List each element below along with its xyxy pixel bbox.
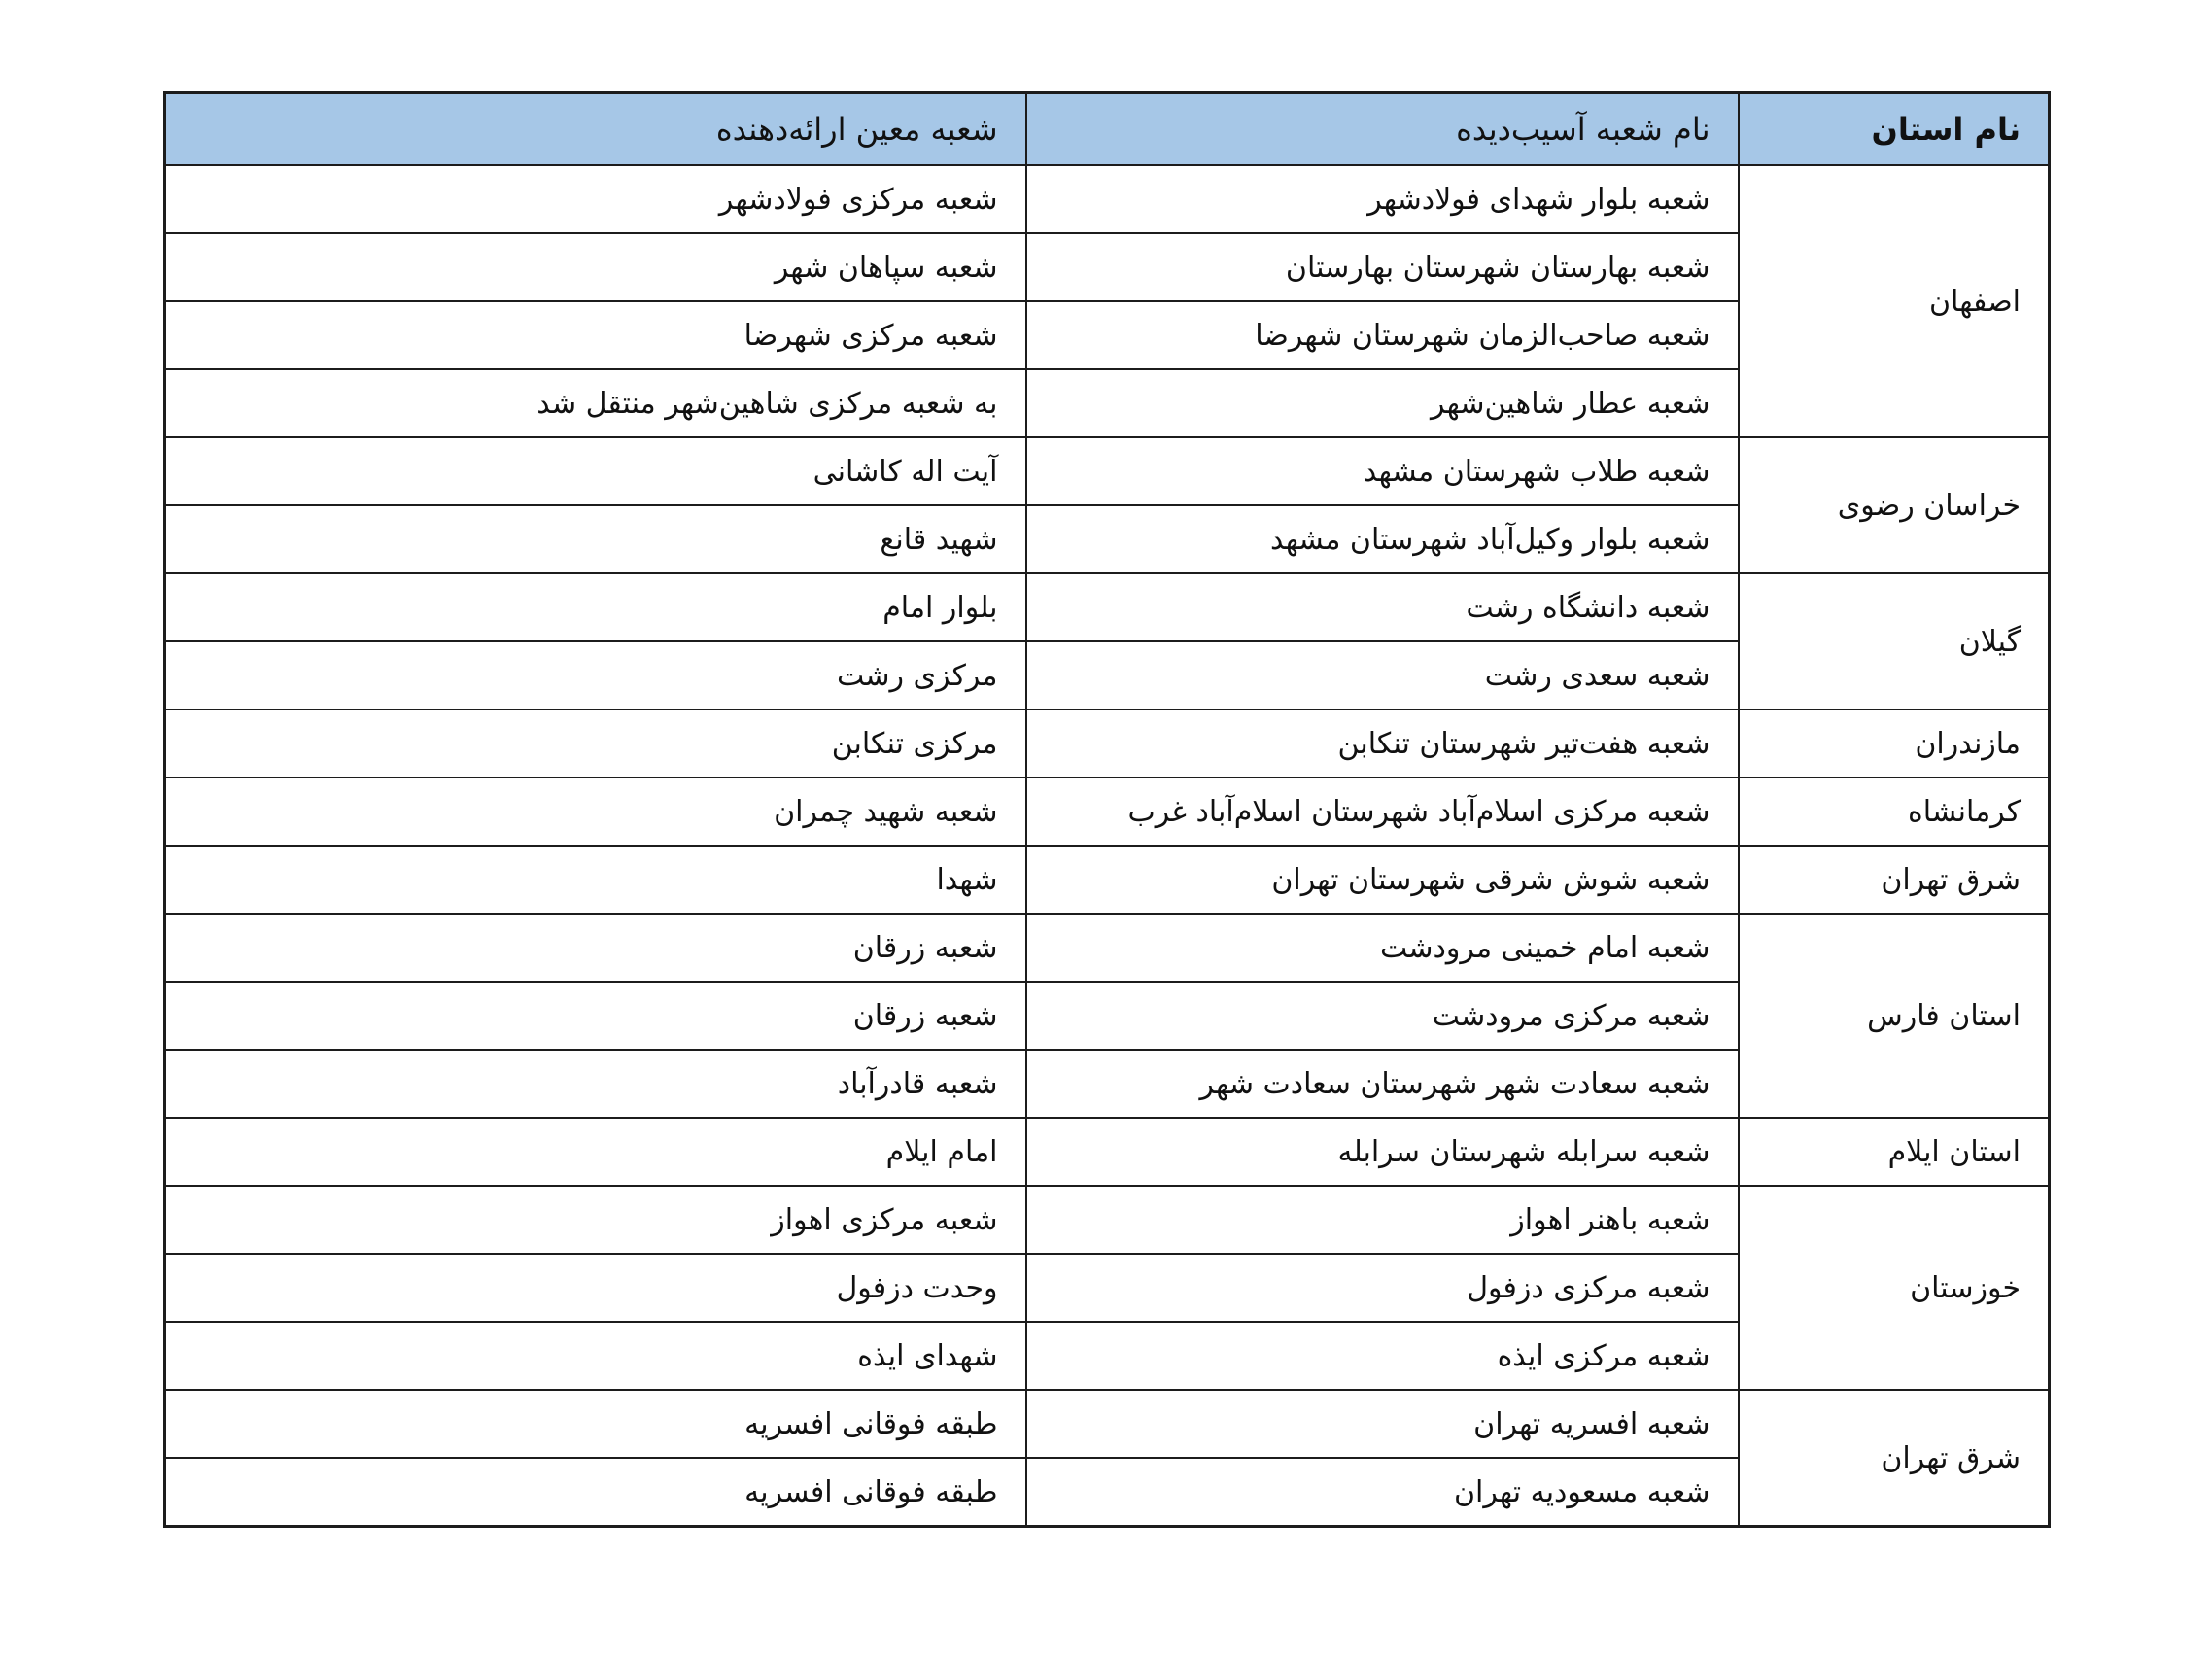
support-branch-cell: به شعبه مرکزی شاهین‌شهر منتقل شد — [165, 369, 1026, 437]
support-branch-cell: امام ایلام — [165, 1118, 1026, 1186]
table-row — [165, 914, 2050, 982]
table-row — [165, 1118, 2050, 1186]
damaged-branch-cell: شعبه طلاب شهرستان مشهد — [1026, 437, 1739, 505]
province-cell: اصفهان — [1739, 165, 2050, 437]
support-branch-cell: شهدا — [165, 846, 1026, 914]
damaged-branch-cell: شعبه صاحب‌الزمان شهرستان شهرضا — [1026, 301, 1739, 369]
province-cell: خوزستان — [1739, 1186, 2050, 1390]
support-branch-cell: شعبه شهید چمران — [165, 778, 1026, 846]
damaged-branch-cell: شعبه دانشگاه رشت — [1026, 573, 1739, 641]
support-branch-cell: طبقه فوقانی افسریه — [165, 1390, 1026, 1458]
damaged-branch-cell: شعبه سرابله شهرستان سرابله — [1026, 1118, 1739, 1186]
support-branch-cell: شهدای ایذه — [165, 1322, 1026, 1390]
damaged-branch-cell: شعبه مسعودیه تهران — [1026, 1458, 1739, 1527]
damaged-branch-cell: شعبه افسریه تهران — [1026, 1390, 1739, 1458]
table-row — [165, 1186, 2050, 1254]
province-cell: شرق تهران — [1739, 846, 2050, 914]
support-branch-cell: شعبه سپاهان شهر — [165, 233, 1026, 301]
province-header-cell: نام استان — [1739, 93, 2050, 166]
province-cell: خراسان رضوی — [1739, 437, 2050, 573]
damaged-branch-cell: شعبه هفت‌تیر شهرستان تنکابن — [1026, 709, 1739, 778]
damaged-branch-cell: شعبه بلوار شهدای فولادشهر — [1026, 165, 1739, 233]
table-row — [165, 709, 2050, 778]
damaged-branch-cell: شعبه بلوار وکیل‌آباد شهرستان مشهد — [1026, 505, 1739, 573]
table-row — [165, 165, 2050, 233]
branch-table — [163, 91, 2051, 1528]
branch-table-body — [165, 165, 2050, 1527]
province-cell: مازندران — [1739, 709, 2050, 778]
damaged-branch-cell: شعبه مرکزی دزفول — [1026, 1254, 1739, 1322]
damaged-branch-cell: شعبه شوش شرقی شهرستان تهران — [1026, 846, 1739, 914]
table-row — [165, 437, 2050, 505]
support-branch-cell: شعبه زرقان — [165, 914, 1026, 982]
support-branch-cell: شهید قانع — [165, 505, 1026, 573]
support-branch-cell: شعبه مرکزی اهواز — [165, 1186, 1026, 1254]
province-cell: استان ایلام — [1739, 1118, 2050, 1186]
damaged-branch-cell: شعبه سعدی رشت — [1026, 641, 1739, 709]
support-branch-cell: طبقه فوقانی افسریه — [165, 1458, 1026, 1527]
province-cell: استان فارس — [1739, 914, 2050, 1118]
support-branch-cell: شعبه قادرآباد — [165, 1050, 1026, 1118]
table-row — [165, 846, 2050, 914]
damaged-branch-header-cell: نام شعبه آسیب‌دیده — [1026, 93, 1739, 166]
support-branch-cell: بلوار امام — [165, 573, 1026, 641]
damaged-branch-cell: شعبه امام خمینی مرودشت — [1026, 914, 1739, 982]
support-branch-cell: مرکزی رشت — [165, 641, 1026, 709]
support-branch-cell: آیت اله کاشانی — [165, 437, 1026, 505]
branch-table-container — [163, 91, 2051, 1528]
province-cell: کرمانشاه — [1739, 778, 2050, 846]
header-row — [165, 93, 2050, 166]
province-cell: شرق تهران — [1739, 1390, 2050, 1527]
table-row — [165, 1390, 2050, 1458]
support-branch-cell: مرکزی تنکابن — [165, 709, 1026, 778]
support-branch-cell: شعبه زرقان — [165, 982, 1026, 1050]
damaged-branch-cell: شعبه باهنر اهواز — [1026, 1186, 1739, 1254]
damaged-branch-cell: شعبه عطار شاهین‌شهر — [1026, 369, 1739, 437]
table-row — [165, 778, 2050, 846]
province-cell: گیلان — [1739, 573, 2050, 709]
table-row — [165, 573, 2050, 641]
support-branch-cell: شعبه مرکزی شهرضا — [165, 301, 1026, 369]
damaged-branch-cell: شعبه بهارستان شهرستان بهارستان — [1026, 233, 1739, 301]
damaged-branch-cell: شعبه مرکزی اسلام‌آباد شهرستان اسلام‌آباد غرب — [1026, 778, 1739, 846]
support-branch-cell: شعبه مرکزی فولادشهر — [165, 165, 1026, 233]
support-branch-header-cell: شعبه معین ارائه‌دهنده — [165, 93, 1026, 166]
damaged-branch-cell: شعبه سعادت شهر شهرستان سعادت شهر — [1026, 1050, 1739, 1118]
damaged-branch-cell: شعبه مرکزی ایذه — [1026, 1322, 1739, 1390]
support-branch-cell: وحدت دزفول — [165, 1254, 1026, 1322]
damaged-branch-cell: شعبه مرکزی مرودشت — [1026, 982, 1739, 1050]
